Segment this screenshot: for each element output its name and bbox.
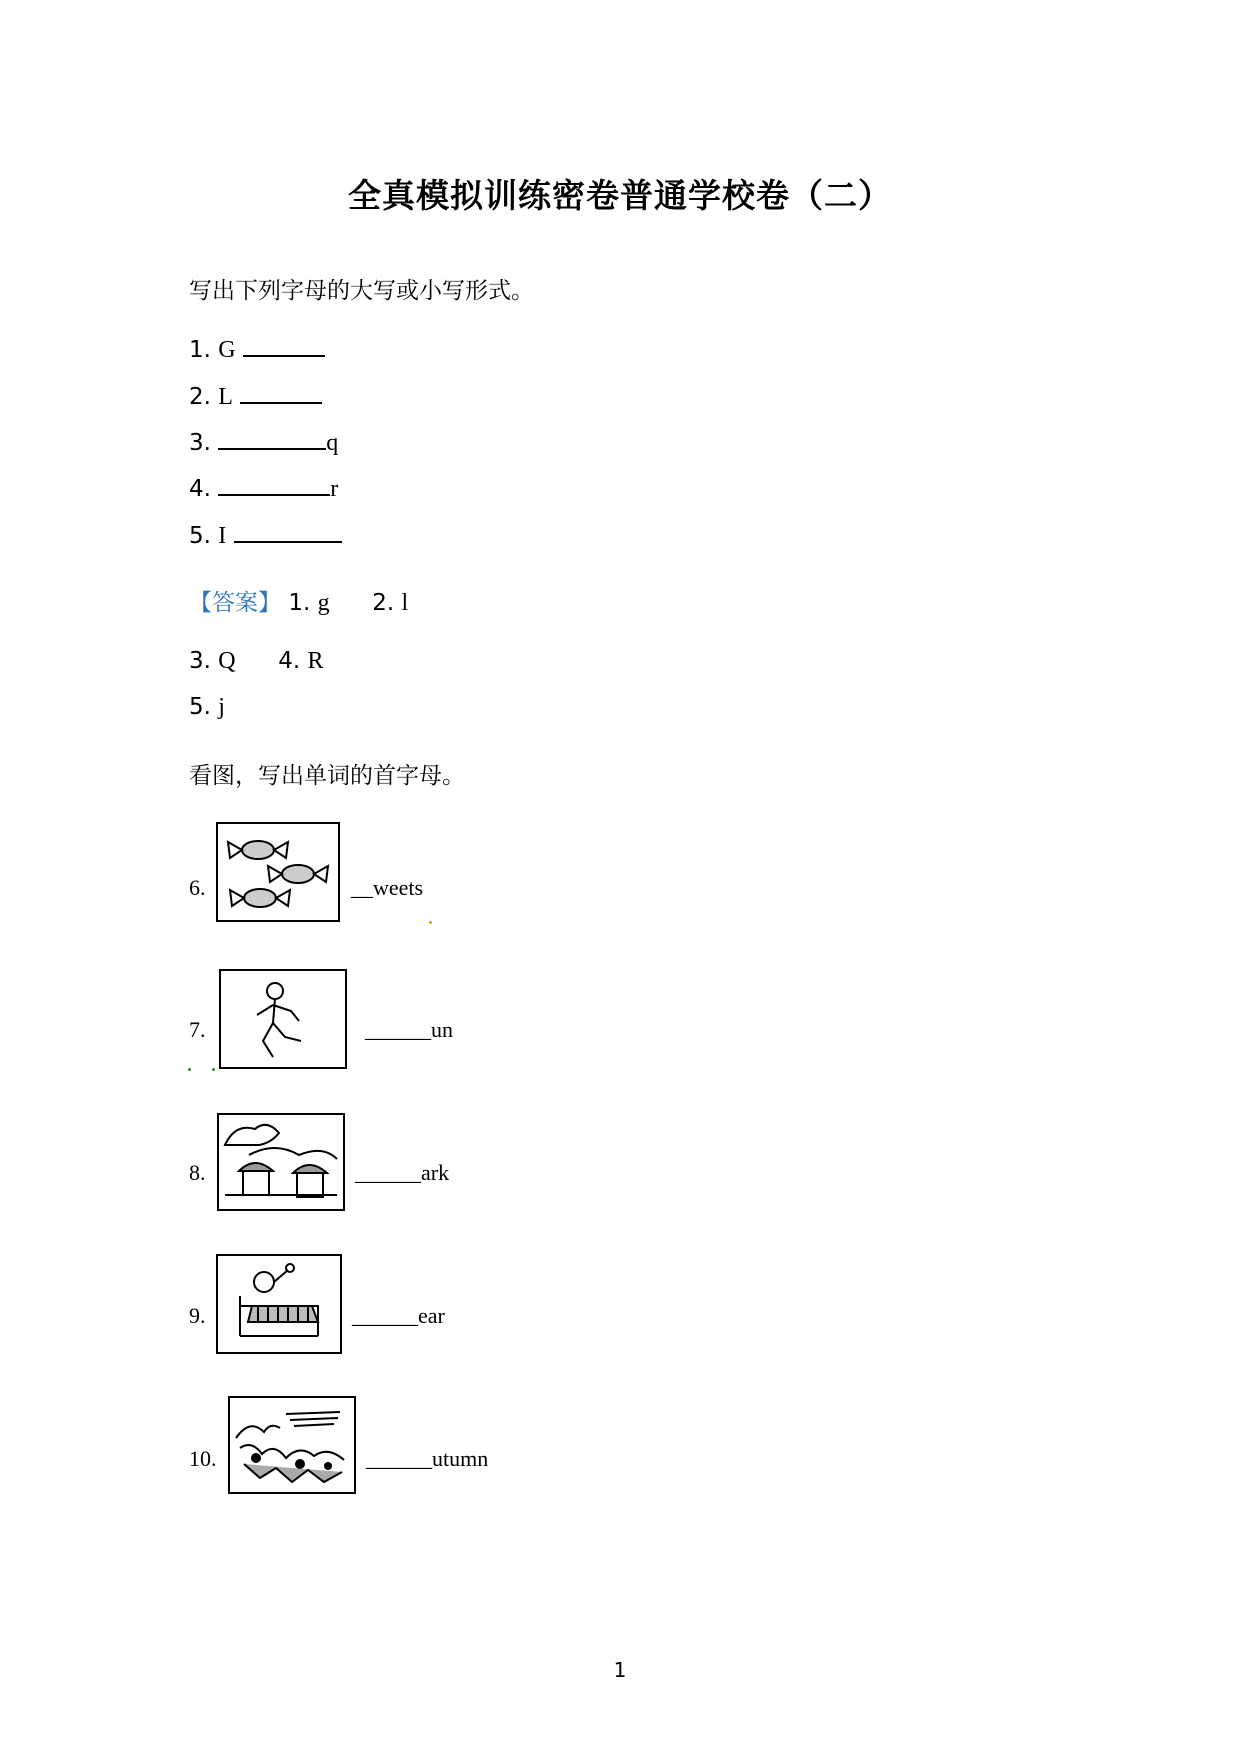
- word-fragment: un: [431, 1017, 453, 1042]
- answer-value: g: [317, 590, 330, 616]
- answer-line-1: [189, 584, 408, 617]
- answer-blank[interactable]: ______: [366, 1446, 432, 1471]
- page-title: 全真模拟训练密卷普通学校卷（二）: [348, 176, 892, 215]
- question-number: 2.: [189, 384, 211, 410]
- question-2: [189, 382, 322, 411]
- park-icon: [217, 1113, 345, 1211]
- answer-number: 1.: [288, 590, 311, 616]
- question-number: 4.: [189, 476, 211, 502]
- question-6-word: [351, 875, 423, 901]
- answer-blank[interactable]: [240, 382, 322, 404]
- question-number: 3.: [189, 430, 211, 456]
- question-10-number: 10.: [189, 1446, 217, 1471]
- question-number: 5.: [189, 523, 211, 549]
- answer-tag: 【答案】: [189, 590, 281, 616]
- question-letter: q: [326, 430, 339, 456]
- question-7-word: [365, 1017, 453, 1043]
- answer-value: j: [218, 694, 225, 720]
- question-9-word: [352, 1303, 445, 1329]
- answer-number: 2.: [372, 590, 395, 616]
- question-1: [189, 335, 325, 364]
- answer-blank[interactable]: __: [351, 875, 373, 900]
- answer-blank[interactable]: ______: [365, 1017, 431, 1042]
- question-5: [189, 521, 342, 550]
- answer-number: 4.: [278, 648, 301, 674]
- autumn-scene-icon: [228, 1396, 356, 1494]
- word-fragment: ear: [418, 1303, 445, 1328]
- answer-value: Q: [218, 648, 236, 674]
- candy-icon: [216, 822, 340, 922]
- question-3: [189, 428, 338, 457]
- answer-number: 3.: [189, 648, 211, 674]
- question-10-word: [366, 1446, 488, 1472]
- question-4: [189, 474, 338, 503]
- answer-blank[interactable]: ______: [355, 1160, 421, 1185]
- answer-value: l: [401, 590, 409, 616]
- question-letter: L: [218, 384, 233, 410]
- speck: [188, 1068, 191, 1071]
- section1-instruction: 写出下列字母的大写或小写形式。: [189, 278, 534, 304]
- word-fragment: ark: [421, 1160, 450, 1185]
- question-letter: r: [330, 476, 339, 502]
- answer-line-2: [189, 648, 324, 675]
- answer-blank[interactable]: [218, 474, 330, 496]
- question-9-number: 9.: [189, 1303, 206, 1328]
- running-boy-icon: [219, 969, 347, 1069]
- page-number: 1: [613, 1658, 627, 1682]
- question-number: 1.: [189, 337, 211, 363]
- answer-blank[interactable]: [243, 335, 325, 357]
- answer-value: R: [307, 648, 324, 674]
- answer-blank[interactable]: [234, 521, 342, 543]
- answer-number: 5.: [189, 694, 211, 720]
- section2-instruction: 看图，写出单词的首字母。: [189, 763, 465, 789]
- answer-blank[interactable]: [218, 428, 326, 450]
- word-fragment: weets: [373, 875, 424, 900]
- question-8-word: [355, 1160, 449, 1186]
- bed-child-icon: [216, 1254, 342, 1354]
- question-7-number: 7.: [189, 1017, 206, 1042]
- answer-blank[interactable]: ______: [352, 1303, 418, 1328]
- question-8-number: 8.: [189, 1160, 206, 1185]
- question-letter: G: [218, 337, 236, 363]
- question-letter: I: [218, 523, 227, 549]
- word-fragment: utumn: [432, 1446, 489, 1471]
- speck: [429, 921, 432, 924]
- question-6-number: 6.: [189, 875, 206, 900]
- speck: [212, 1068, 215, 1071]
- answer-line-3: [189, 694, 225, 721]
